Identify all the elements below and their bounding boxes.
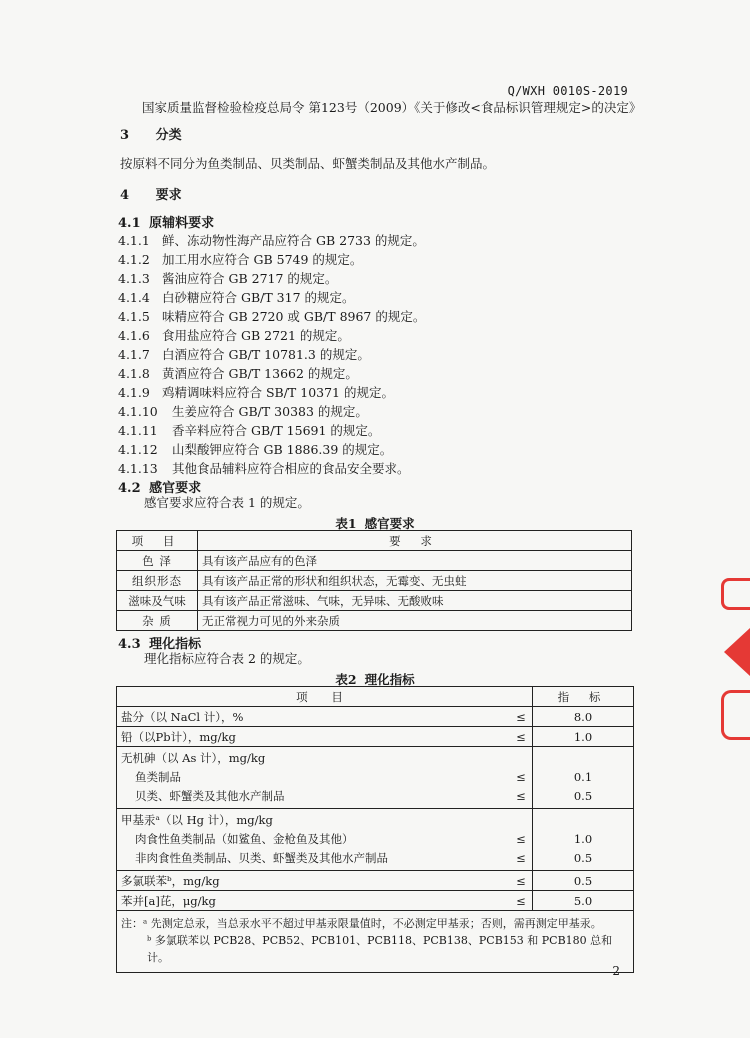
stamp-fragment-bottom bbox=[721, 690, 750, 740]
less-equal-symbol: ≤ bbox=[510, 727, 533, 747]
physicochemical-indicators-table bbox=[116, 686, 634, 973]
list-item: 4.1.12 山梨酸钾应符合 GB 1886.39 的规定。 bbox=[118, 442, 393, 457]
table-header-row bbox=[117, 531, 632, 551]
header-cell-indicator: 指 标 bbox=[533, 687, 634, 707]
standard-code: Q/WXH 0010S-2019 bbox=[507, 84, 628, 98]
table-row: 甲基汞ᵃ（以 Hg 计），mg/kg 肉食性鱼类制品（如鲨鱼、金枪鱼及其他） 非肉食性鱼类制品、贝类、虾蟹类及其他水产制品 ≤ ≤ 1.0 0.5 bbox=[117, 809, 634, 871]
list-item: 4.1.1 鲜、冻动物性海产品应符合 GB 2733 的规定。 bbox=[118, 233, 425, 248]
less-equal-symbol: ≤ bbox=[516, 851, 526, 865]
section-number: 4.1 bbox=[118, 216, 141, 231]
list-item: 4.1.7 白酒应符合 GB/T 10781.3 的规定。 bbox=[118, 347, 370, 362]
list-item: 4.1.4 白砂糖应符合 GB/T 317 的规定。 bbox=[118, 290, 355, 305]
section-title: 分类 bbox=[155, 128, 182, 143]
section-title: 感官要求 bbox=[149, 481, 202, 496]
less-equal-symbol: ≤ bbox=[510, 871, 533, 891]
header-cell-requirement: 要 求 bbox=[198, 531, 632, 551]
section-4-1-heading bbox=[118, 212, 214, 231]
section-title: 理化指标 bbox=[149, 637, 202, 652]
stamp-fragment-top bbox=[721, 578, 750, 610]
section-title: 要求 bbox=[155, 188, 182, 203]
less-equal-symbol: ≤ bbox=[510, 707, 533, 727]
section-4-2-body: 感官要求应符合表 1 的规定。 bbox=[144, 495, 310, 510]
list-item: 4.1.3 酱油应符合 GB 2717 的规定。 bbox=[118, 271, 338, 286]
less-equal-symbol: ≤ bbox=[516, 770, 526, 784]
list-item: 4.1.5 味精应符合 GB 2720 或 GB/T 8967 的规定。 bbox=[118, 309, 426, 324]
table-note-a: 注：ᵃ 先测定总汞，当总汞水平不超过甲基汞限量值时，不必测定甲基汞；否则，需再测定甲基汞。 bbox=[121, 917, 602, 930]
list-item: 4.1.13 其他食品辅料应符合相应的食品安全要求。 bbox=[118, 461, 410, 476]
section-title: 原辅料要求 bbox=[149, 216, 215, 231]
table-row: 盐分（以 NaCl 计），% ≤ 8.0 bbox=[117, 707, 634, 727]
section-number: 4 bbox=[120, 188, 130, 203]
table-row: 铅（以Pb计），mg/kg ≤ 1.0 bbox=[117, 727, 634, 747]
table-row: 苯并[a]芘，μg/kg ≤ 5.0 bbox=[117, 891, 634, 911]
section-number: 4.3 bbox=[118, 637, 141, 652]
page-number: 2 bbox=[612, 964, 620, 978]
less-equal-symbol: ≤ bbox=[516, 832, 526, 846]
stamp-arrow-icon bbox=[724, 628, 750, 676]
list-item: 4.1.9 鸡精调味料应符合 SB/T 10371 的规定。 bbox=[118, 385, 394, 400]
sensory-requirements-table bbox=[116, 530, 632, 631]
table-2-caption: 表2 理化指标 bbox=[335, 672, 415, 687]
table-header-row bbox=[117, 687, 634, 707]
table-row: 组织形态 具有该产品正常的形状和组织状态，无霉变、无虫蛀 bbox=[117, 571, 632, 591]
header-cell-item: 项 目 bbox=[117, 687, 533, 707]
list-item: 4.1.6 食用盐应符合 GB 2721 的规定。 bbox=[118, 328, 350, 343]
less-equal-symbol: ≤ bbox=[516, 789, 526, 803]
table-row: 杂 质 无正常视力可见的外来杂质 bbox=[117, 611, 632, 631]
table-row: 无机砷（以 As 计），mg/kg 鱼类制品 贝类、虾蟹类及其他水产制品 ≤ ≤ 0.1 0.5 bbox=[117, 747, 634, 809]
list-item: 4.1.2 加工用水应符合 GB 5749 的规定。 bbox=[118, 252, 363, 267]
section-4-3-body: 理化指标应符合表 2 的规定。 bbox=[144, 651, 310, 666]
table-row: 色 泽 具有该产品应有的色泽 bbox=[117, 551, 632, 571]
list-item: 4.1.11 香辛料应符合 GB/T 15691 的规定。 bbox=[118, 423, 381, 438]
list-item: 4.1.8 黄酒应符合 GB/T 13662 的规定。 bbox=[118, 366, 358, 381]
reference-regulation: 国家质量监督检验检疫总局令 第123号（2009）《关于修改<食品标识管理规定>的决定》 bbox=[142, 100, 642, 115]
header-cell-item: 项 目 bbox=[117, 531, 198, 551]
section-number: 4.2 bbox=[118, 481, 141, 496]
section-number: 3 bbox=[120, 128, 130, 143]
table-1-caption: 表1 感官要求 bbox=[335, 516, 415, 531]
table-row: 多氯联苯ᵇ，mg/kg ≤ 0.5 bbox=[117, 871, 634, 891]
section-4-heading bbox=[120, 184, 182, 203]
table-row: 滋味及气味 具有该产品正常滋味、气味，无异味、无酸败味 bbox=[117, 591, 632, 611]
section-3-heading bbox=[120, 124, 182, 143]
table-note-b: ᵇ 多氯联苯以 PCB28、PCB52、PCB101、PCB118、PCB138、PCB153 和 PCB180 总和计。 bbox=[147, 934, 613, 964]
list-item: 4.1.10 生姜应符合 GB/T 30383 的规定。 bbox=[118, 404, 368, 419]
table-notes-row bbox=[117, 911, 634, 973]
less-equal-symbol: ≤ bbox=[510, 891, 533, 911]
section-3-body: 按原料不同分为鱼类制品、贝类制品、虾蟹类制品及其他水产制品。 bbox=[120, 156, 496, 171]
